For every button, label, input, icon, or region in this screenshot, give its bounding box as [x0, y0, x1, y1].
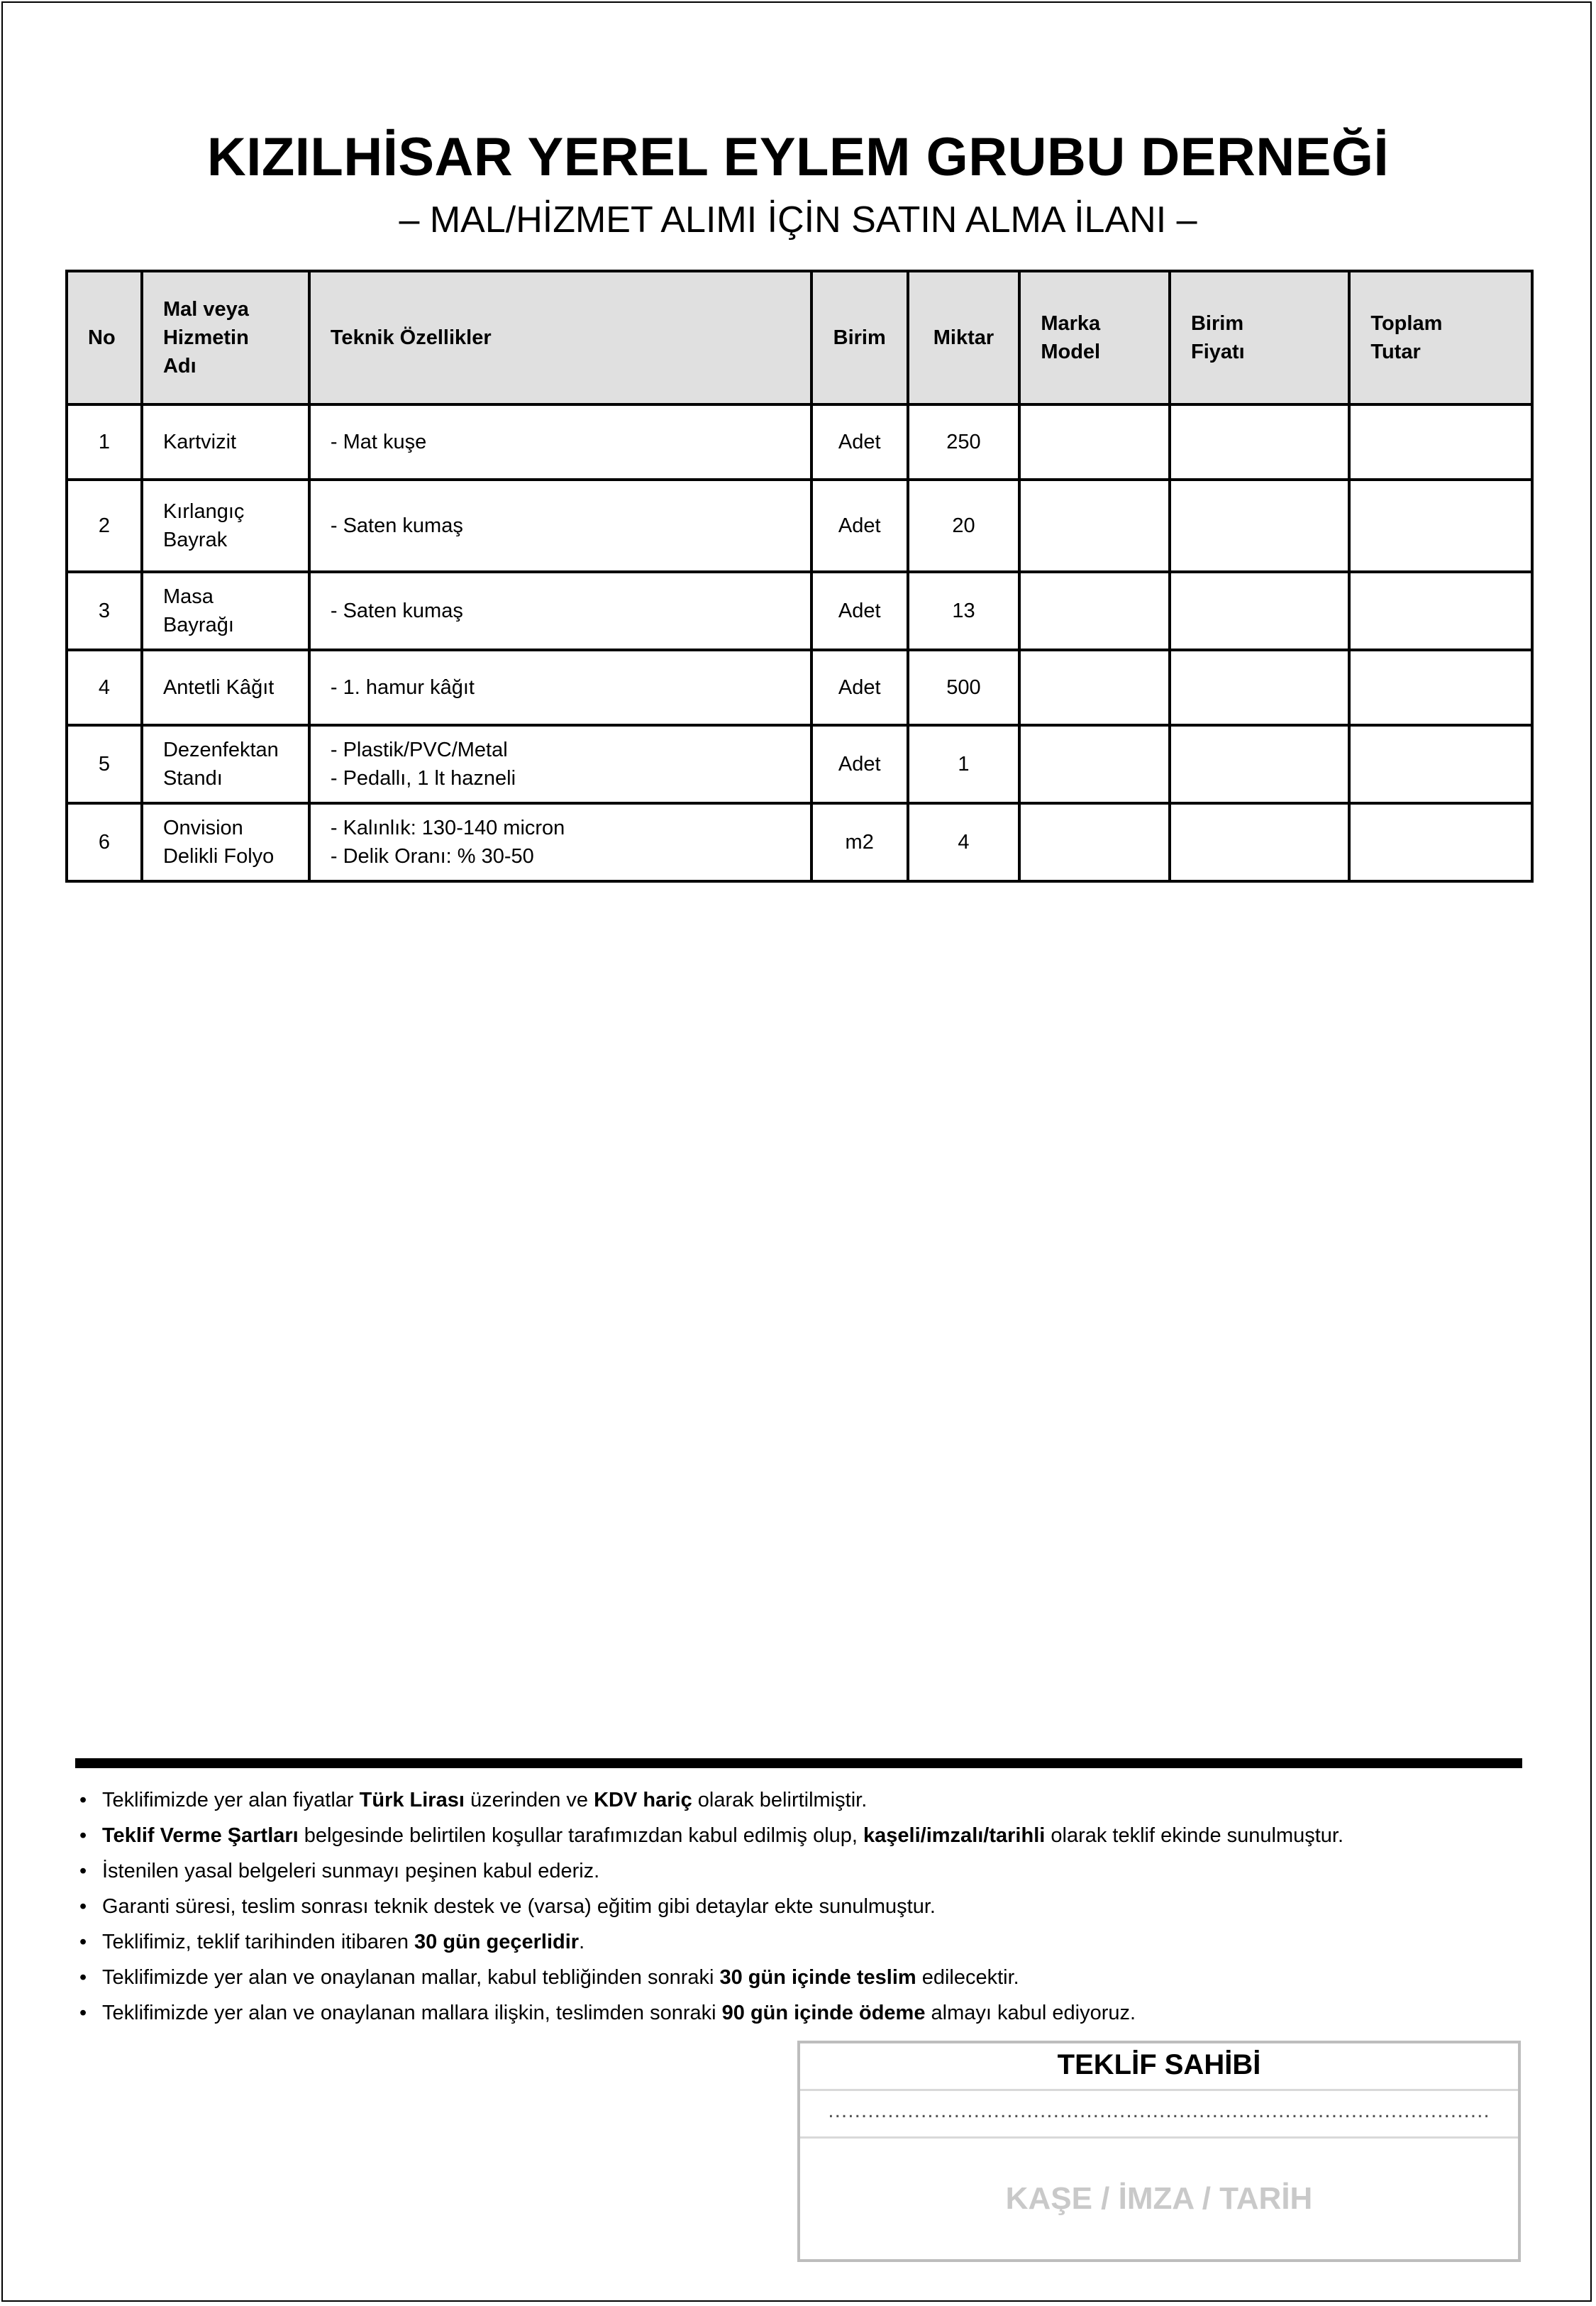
header-qty: Miktar [908, 271, 1020, 404]
cell-qty: 4 [908, 803, 1020, 881]
cell-qty: 500 [908, 650, 1020, 725]
cell-specs-line: - 1. hamur kâğıt [330, 676, 475, 699]
terms-item [79, 1995, 1526, 2031]
cell-no: 5 [67, 725, 142, 803]
cell-unit: m2 [811, 803, 908, 881]
header-name-line: Hizmetin [162, 326, 249, 349]
terms-item [79, 1818, 1526, 1853]
items-table [65, 270, 1534, 883]
header-unit: Birim [811, 271, 908, 404]
table-row [67, 404, 1532, 480]
cell-item-name-line: Masa [162, 585, 214, 608]
header-unit-price-line: Fiyatı [1190, 341, 1245, 363]
header-total-line: Toplam [1370, 312, 1443, 335]
cell-unit-price-input[interactable] [1170, 480, 1349, 572]
items-table-body [67, 404, 1532, 881]
cell-item-name [142, 404, 309, 480]
cell-item-name-line: Antetli Kâğıt [162, 676, 275, 699]
header-unit-price-line: Birim [1190, 312, 1244, 335]
cell-item-name-line: Kırlangıç [162, 500, 245, 523]
cell-brand-model-input[interactable] [1019, 803, 1170, 881]
table-row [67, 803, 1532, 881]
table-row [67, 572, 1532, 650]
cell-no: 2 [67, 480, 142, 572]
terms-item [79, 1960, 1526, 1995]
terms-text: Teklifimizde yer alan fiyatlar [102, 1789, 360, 1811]
terms-item [79, 1924, 1526, 1960]
cell-brand-model-input[interactable] [1019, 725, 1170, 803]
cell-specs-line: - Kalınlık: 130-140 micron [330, 817, 565, 839]
cell-brand-model-input[interactable] [1019, 480, 1170, 572]
cell-specs [309, 725, 811, 803]
table-row [67, 650, 1532, 725]
cell-specs-line: - Mat kuşe [330, 431, 427, 453]
terms-emphasis: Teklif Verme Şartları [102, 1824, 299, 1847]
header-specs: Teknik Özellikler [309, 271, 811, 404]
terms-emphasis: Türk Lirası [359, 1789, 465, 1811]
cell-specs-line: - Delik Oranı: % 30-50 [330, 845, 534, 868]
cell-unit: Adet [811, 650, 908, 725]
terms-emphasis: 30 gün içinde teslim [719, 1966, 916, 1989]
bullet-icon: • [79, 1895, 87, 1918]
header-brand-line: Marka [1041, 312, 1101, 335]
cell-total-input[interactable] [1349, 650, 1532, 725]
table-header-row [67, 271, 1532, 404]
terms-text: Teklifimizde yer alan ve onaylanan mallara ilişkin, teslimden sonraki [102, 2002, 722, 2024]
cell-specs [309, 572, 811, 650]
stamp-signature-date-area[interactable]: KAŞE / İMZA / TARİH [1005, 2181, 1313, 2216]
cell-item-name-line: Dezenfektan [162, 739, 279, 761]
terms-text: Teklifimizde yer alan ve onaylanan mallar, kabul tebliğinden sonraki [102, 1966, 720, 1989]
cell-qty: 13 [908, 572, 1020, 650]
cell-unit: Adet [811, 404, 908, 480]
cell-unit-price-input[interactable] [1170, 572, 1349, 650]
cell-unit: Adet [811, 572, 908, 650]
page-subtitle: – MAL/HİZMET ALIMI İÇİN SATIN ALMA İLANI – [399, 199, 1197, 241]
offer-owner-box [797, 2041, 1521, 2262]
cell-unit: Adet [811, 725, 908, 803]
cell-brand-model-input[interactable] [1019, 572, 1170, 650]
terms-emphasis: 30 gün geçerlidir [414, 1931, 580, 1953]
terms-emphasis: KDV hariç [594, 1789, 692, 1811]
terms-text: olarak belirtilmiştir. [692, 1789, 868, 1811]
cell-no: 1 [67, 404, 142, 480]
cell-item-name-line: Bayrağı [162, 614, 234, 636]
cell-total-input[interactable] [1349, 480, 1532, 572]
offer-owner-name-line[interactable]: .................................................................................................... [800, 2091, 1518, 2139]
header-total-line: Tutar [1370, 341, 1421, 363]
cell-brand-model-input[interactable] [1019, 404, 1170, 480]
cell-item-name [142, 725, 309, 803]
terms-emphasis: 90 gün içinde ödeme [721, 2002, 926, 2024]
terms-list [79, 1782, 1526, 2031]
cell-specs-line: - Saten kumaş [330, 514, 463, 537]
header-brand-line: Model [1041, 341, 1101, 363]
table-row [67, 725, 1532, 803]
cell-item-name-line: Kartvizit [162, 431, 237, 453]
cell-specs [309, 480, 811, 572]
header-total [1349, 271, 1532, 404]
cell-unit-price-input[interactable] [1170, 803, 1349, 881]
terms-item [79, 1853, 1526, 1889]
terms-text: . [579, 1931, 585, 1953]
cell-unit: Adet [811, 480, 908, 572]
terms-text: almayı kabul ediyoruz. [925, 2002, 1136, 2024]
header-name [142, 271, 309, 404]
bullet-icon: • [79, 1824, 87, 1847]
terms-text: İstenilen yasal belgeleri sunmayı peşinen kabul ederiz. [102, 1860, 600, 1882]
cell-specs [309, 404, 811, 480]
cell-specs-line: - Pedallı, 1 lt hazneli [330, 767, 516, 790]
bullet-icon: • [79, 1966, 87, 1989]
cell-specs [309, 803, 811, 881]
bullet-icon: • [79, 1860, 87, 1882]
cell-no: 3 [67, 572, 142, 650]
terms-text: Teklifimiz, teklif tarihinden itibaren [102, 1931, 415, 1953]
cell-qty: 20 [908, 480, 1020, 572]
cell-item-name [142, 572, 309, 650]
cell-item-name-line: Delikli Folyo [162, 845, 275, 868]
cell-brand-model-input[interactable] [1019, 650, 1170, 725]
bullet-icon: • [79, 1931, 87, 1953]
cell-specs-line: - Plastik/PVC/Metal [330, 739, 508, 761]
cell-unit-price-input[interactable] [1170, 725, 1349, 803]
cell-unit-price-input[interactable] [1170, 650, 1349, 725]
page-title: KIZILHİSAR YEREL EYLEM GRUBU DERNEĞİ [206, 127, 1390, 187]
header-name-line: Mal veya [162, 298, 249, 321]
cell-specs [309, 650, 811, 725]
cell-qty: 1 [908, 725, 1020, 803]
terms-item [79, 1782, 1526, 1818]
header-unit-price [1170, 271, 1349, 404]
cell-item-name [142, 480, 309, 572]
table-row [67, 480, 1532, 572]
bullet-icon: • [79, 1789, 87, 1811]
cell-item-name [142, 650, 309, 725]
terms-text: Garanti süresi, teslim sonrası teknik destek ve (varsa) eğitim gibi detaylar ekte sunulmuştur. [102, 1895, 936, 1918]
cell-total-input[interactable] [1349, 572, 1532, 650]
terms-text: üzerinden ve [464, 1789, 594, 1811]
cell-specs-line: - Saten kumaş [330, 600, 463, 622]
header-no: No [67, 271, 142, 404]
bullet-icon: • [79, 2002, 87, 2024]
header-brand [1019, 271, 1170, 404]
cell-no: 6 [67, 803, 142, 881]
cell-qty: 250 [908, 404, 1020, 480]
cell-no: 4 [67, 650, 142, 725]
cell-unit-price-input[interactable] [1170, 404, 1349, 480]
terms-text: edilecektir. [916, 1966, 1019, 1989]
cell-total-input[interactable] [1349, 725, 1532, 803]
cell-item-name-line: Standı [162, 767, 223, 790]
cell-total-input[interactable] [1349, 404, 1532, 480]
terms-text: belgesinde belirtilen koşullar tarafımızdan kabul edilmiş olup, [298, 1824, 864, 1847]
cell-item-name-line: Onvision [162, 817, 243, 839]
terms-emphasis: kaşeli/imzalı/tarihli [863, 1824, 1046, 1847]
cell-item-name-line: Bayrak [162, 529, 228, 551]
cell-total-input[interactable] [1349, 803, 1532, 881]
terms-text: olarak teklif ekinde sunulmuştur. [1045, 1824, 1344, 1847]
cell-item-name [142, 803, 309, 881]
terms-item [79, 1889, 1526, 1924]
section-divider [75, 1758, 1522, 1768]
offer-owner-title: TEKLİF SAHİBİ [800, 2043, 1518, 2091]
header-name-line: Adı [162, 355, 196, 377]
